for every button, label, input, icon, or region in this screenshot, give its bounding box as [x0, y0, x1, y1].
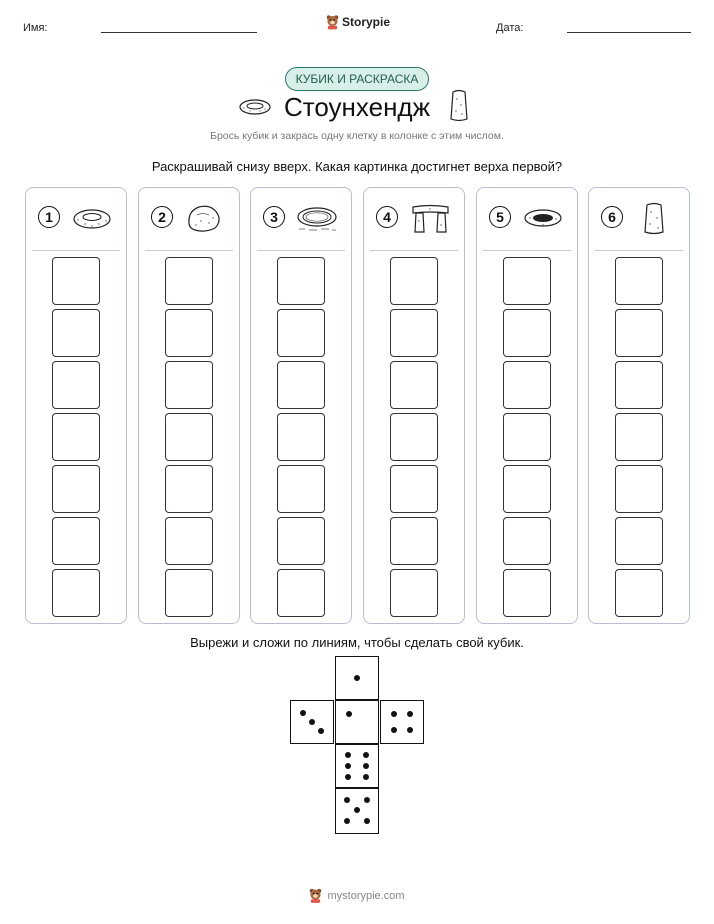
dice-pip	[300, 710, 306, 716]
coloring-cell[interactable]	[390, 413, 438, 461]
coloring-cell[interactable]	[277, 257, 325, 305]
coloring-cell[interactable]	[503, 309, 551, 357]
coloring-cell[interactable]	[390, 257, 438, 305]
coloring-cell[interactable]	[52, 517, 100, 565]
coloring-cell[interactable]	[52, 465, 100, 513]
dice-face-center	[335, 700, 379, 744]
dice-pip	[344, 818, 350, 824]
dice-pip	[391, 711, 397, 717]
cut-instruction: Вырежи и сложи по линиям, чтобы сделать свой кубик.	[190, 635, 524, 650]
coloring-cell[interactable]	[390, 309, 438, 357]
coloring-cell[interactable]	[165, 465, 213, 513]
coloring-cell[interactable]	[615, 257, 663, 305]
dice-pip	[407, 727, 413, 733]
column-divider	[595, 250, 683, 251]
dice-pip	[345, 752, 351, 758]
coloring-cell[interactable]	[52, 361, 100, 409]
logo-text: Storypie	[341, 15, 390, 29]
dice-face-bottom	[335, 788, 379, 834]
dice-pip	[364, 797, 370, 803]
dice-face-left	[290, 700, 334, 744]
coloring-cell[interactable]	[615, 309, 663, 357]
column-header	[139, 188, 239, 250]
coloring-cell[interactable]	[390, 465, 438, 513]
footer-site: mystorypie.com	[327, 889, 405, 902]
coloring-cell[interactable]	[503, 465, 551, 513]
column-divider	[145, 250, 233, 251]
dice-pip	[391, 727, 397, 733]
coloring-cell[interactable]	[165, 309, 213, 357]
coloring-cell[interactable]	[165, 257, 213, 305]
coloring-cell[interactable]	[503, 257, 551, 305]
dice-pip	[346, 711, 352, 717]
title-standing-stone-icon	[448, 89, 470, 123]
standing-stone-icon	[633, 201, 677, 235]
bear-footer-icon	[309, 888, 322, 903]
column-number: 3	[263, 206, 285, 228]
coloring-cell[interactable]	[615, 517, 663, 565]
column-divider	[32, 250, 120, 251]
column-5	[476, 187, 578, 624]
dice-pip	[354, 675, 360, 681]
coloring-cell[interactable]	[52, 569, 100, 617]
dice-pip	[364, 818, 370, 824]
column-number: 4	[376, 206, 398, 228]
column-number: 1	[38, 206, 60, 228]
column-2	[138, 187, 240, 624]
coloring-cell[interactable]	[277, 465, 325, 513]
coloring-cell[interactable]	[277, 309, 325, 357]
boulder-icon	[183, 201, 227, 235]
coloring-cell[interactable]	[503, 517, 551, 565]
dice-pip	[407, 711, 413, 717]
dice-face-lower	[335, 744, 379, 788]
coloring-cell[interactable]	[52, 257, 100, 305]
dice-face-top	[335, 656, 379, 700]
coloring-cell[interactable]	[165, 569, 213, 617]
coloring-cell[interactable]	[503, 361, 551, 409]
coloring-cell[interactable]	[390, 569, 438, 617]
coloring-cell[interactable]	[503, 413, 551, 461]
dice-pip	[363, 752, 369, 758]
coloring-cell[interactable]	[277, 413, 325, 461]
column-4	[363, 187, 465, 624]
column-number: 5	[489, 206, 511, 228]
coloring-cell[interactable]	[615, 465, 663, 513]
dice-pip	[345, 774, 351, 780]
coloring-cell[interactable]	[277, 361, 325, 409]
column-6	[588, 187, 690, 624]
column-header	[26, 188, 126, 250]
dice-pip	[318, 728, 324, 734]
coloring-cell[interactable]	[277, 517, 325, 565]
dice-pip	[354, 807, 360, 813]
coloring-cell[interactable]	[390, 517, 438, 565]
date-line	[567, 32, 691, 33]
coloring-instruction: Раскрашивай снизу вверх. Какая картинка достигнет верха первой?	[151, 159, 563, 174]
coloring-cell[interactable]	[503, 569, 551, 617]
coloring-cell[interactable]	[615, 413, 663, 461]
coloring-cell[interactable]	[165, 361, 213, 409]
coloring-cell[interactable]	[165, 517, 213, 565]
footer	[0, 888, 714, 903]
coloring-cell[interactable]	[52, 413, 100, 461]
column-number: 6	[601, 206, 623, 228]
column-divider	[370, 250, 458, 251]
column-divider	[483, 250, 571, 251]
coloring-cell[interactable]	[390, 361, 438, 409]
dice-net	[290, 656, 426, 836]
dice-pip	[309, 719, 315, 725]
date-label: Дата:	[496, 22, 524, 34]
column-header	[251, 188, 351, 250]
storypie-logo	[326, 13, 390, 31]
stone-pit-icon	[521, 201, 565, 235]
dice-pip	[344, 797, 350, 803]
name-label: Имя:	[23, 22, 48, 34]
page-title: Стоунхендж	[283, 92, 430, 122]
coloring-cell[interactable]	[52, 309, 100, 357]
column-header	[589, 188, 689, 250]
coloring-cell[interactable]	[615, 569, 663, 617]
coloring-cell[interactable]	[615, 361, 663, 409]
column-number: 2	[151, 206, 173, 228]
dice-face-right	[380, 700, 424, 744]
column-header	[364, 188, 464, 250]
circle-ditch-icon	[295, 201, 339, 235]
bear-logo-icon	[326, 14, 339, 30]
column-divider	[257, 250, 345, 251]
column-header	[477, 188, 577, 250]
coloring-cell[interactable]	[277, 569, 325, 617]
trilithon-icon	[408, 201, 452, 235]
name-line	[101, 32, 257, 33]
column-3	[250, 187, 352, 624]
page-subtitle: Брось кубик и закрась одну клетку в колонке с этим числом.	[210, 130, 504, 142]
dice-pip	[363, 774, 369, 780]
category-pill: КУБИК И РАСКРАСКА	[285, 67, 429, 91]
dice-pip	[363, 763, 369, 769]
column-1	[25, 187, 127, 624]
coloring-cell[interactable]	[165, 413, 213, 461]
dice-pip	[345, 763, 351, 769]
stone-ring-icon	[70, 201, 114, 235]
